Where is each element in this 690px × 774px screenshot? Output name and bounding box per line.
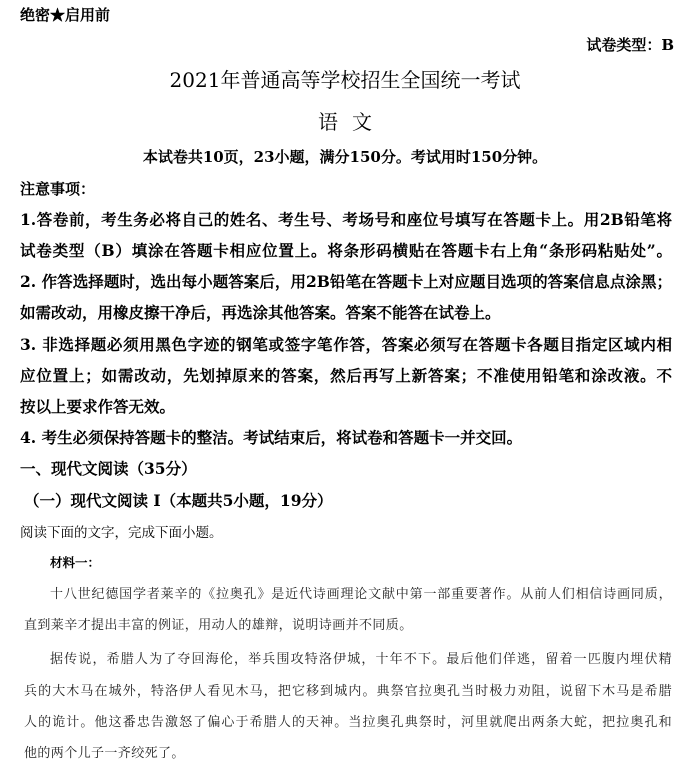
material-label: 材料一： (50, 555, 101, 570)
section-subtitle: （一）现代文阅读 Ⅰ（本题共5小题，19分） (24, 491, 333, 510)
notes-title: 注意事项： (20, 180, 96, 198)
subject-title: 语文 (318, 110, 386, 134)
material-paragraph: 兵的大木马在城外，特洛伊人看见木马，把它移到城内。典祭官拉奥孔当时极力劝阻，说留下木马是希腊 (24, 684, 672, 699)
exam-overview: 本试卷共10页，23小题，满分150分。考试用时150分钟。 (142, 148, 548, 166)
note-line: 如需改动，用橡皮擦干净后，再选涂其他答案。答案不能答在试卷上。 (20, 303, 501, 322)
material-paragraph: 据传说，希腊人为了夺回海伦，举兵围攻特洛伊城，十年不下。最后他们佯逃，留着一匹腹内埋伏精 (50, 652, 672, 667)
note-line: 2. 作答选择题时，选出每小题答案后，用2B铅笔在答题卡上对应题目选项的答案信息点涂黑； (20, 272, 672, 291)
paper-type: 试卷类型：B (586, 36, 674, 54)
note-line: 1.答卷前，考生务必将自己的姓名、考生号、考场号和座位号填写在答题卡上。用2B铅笔将 (20, 210, 672, 229)
note-line: 按以上要求作答无效。 (20, 397, 176, 416)
note-line: 3. 非选择题必须用黑色字迹的钢笔或签字笔作答，答案必须写在答题卡各题目指定区域内相 (20, 335, 672, 354)
note-line: 试卷类型（B）填涂在答题卡相应位置上。将条形码横贴在答题卡右上角“条形码粘贴处”。 (20, 241, 672, 260)
section-title: 一、现代文阅读（35分） (20, 459, 197, 478)
material-paragraph: 人的诡计。他这番忠告激怒了偏心于希腊人的天神。当拉奥孔典祭时，河里就爬出两条大蛇，把拉奥孔和 (24, 715, 672, 730)
material-paragraph: 十八世纪德国学者莱辛的《拉奥孔》是近代诗画理论文献中第一部重要著作。从前人们相信诗画同质， (50, 587, 672, 602)
secret-mark: 绝密★启用前 (20, 6, 111, 24)
material-paragraph: 他的两个儿子一齐绞死了。 (24, 746, 185, 761)
note-line: 4. 考生必须保持答题卡的整洁。考试结束后，将试卷和答题卡一并交回。 (20, 428, 523, 447)
exam-title: 2021年普通高等学校招生全国统一考试 (169, 68, 521, 92)
material-paragraph: 直到莱辛才提出丰富的例证，用动人的雄辩，说明诗画并不同质。 (24, 618, 413, 633)
note-line: 应位置上；如需改动，先划掉原来的答案，然后再写上新答案；不准使用铅笔和涂改液。不 (20, 366, 672, 385)
reading-instruction: 阅读下面的文字，完成下面小题。 (20, 525, 223, 541)
